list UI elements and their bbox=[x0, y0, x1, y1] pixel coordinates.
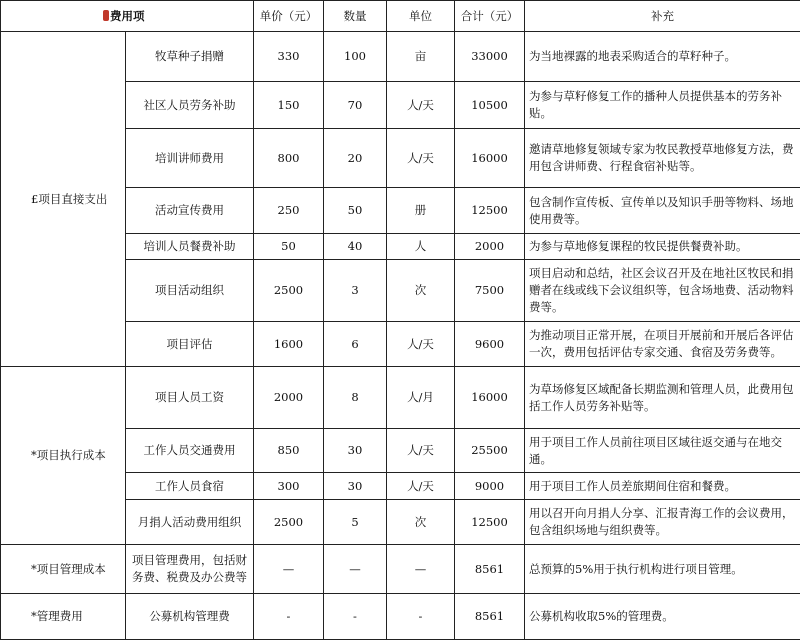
item-name: 项目管理费用，包括财务费、税费及办公费等 bbox=[126, 545, 254, 594]
row-note: 公募机构收取5%的管理费。 bbox=[525, 594, 800, 640]
unit: 册 bbox=[387, 188, 455, 234]
item-name: 工作人员食宿 bbox=[126, 473, 254, 500]
unit: 人 bbox=[387, 234, 455, 260]
unit-price: 150 bbox=[254, 82, 324, 129]
quantity: 5 bbox=[324, 500, 387, 545]
row-total: 7500 bbox=[455, 260, 525, 322]
quantity: 100 bbox=[324, 32, 387, 82]
row-note: 总预算的5%用于执行机构进行项目管理。 bbox=[525, 545, 800, 594]
unit-price: — bbox=[254, 545, 324, 594]
header-unit: 单位 bbox=[387, 1, 455, 32]
row-note: 为推动项目正常开展，在项目开展前和开展后各评估一次，费用包括评估专家交通、食宿及劳务费等。 bbox=[525, 322, 800, 367]
group-label: *项目执行成本 bbox=[1, 367, 126, 545]
row-total: 8561 bbox=[455, 594, 525, 640]
row-note: 邀请草地修复领域专家为牧民教授草地修复方法，费用包含讲师费、行程食宿补贴等。 bbox=[525, 129, 800, 188]
unit-price: 300 bbox=[254, 473, 324, 500]
header-price: 单价（元） bbox=[254, 1, 324, 32]
unit-price: 250 bbox=[254, 188, 324, 234]
row-note: 为参与草地修复课程的牧民提供餐费补助。 bbox=[525, 234, 800, 260]
unit-price: 2000 bbox=[254, 367, 324, 429]
unit: — bbox=[387, 545, 455, 594]
row-total: 25500 bbox=[455, 429, 525, 473]
table-row bbox=[1, 367, 800, 429]
quantity: 30 bbox=[324, 429, 387, 473]
unit-price: 2500 bbox=[254, 500, 324, 545]
quantity: 20 bbox=[324, 129, 387, 188]
row-total: 12500 bbox=[455, 500, 525, 545]
unit-price: 50 bbox=[254, 234, 324, 260]
row-note: 为当地裸露的地表采购适合的草籽种子。 bbox=[525, 32, 800, 82]
quantity: 6 bbox=[324, 322, 387, 367]
row-total: 33000 bbox=[455, 32, 525, 82]
quantity: 70 bbox=[324, 82, 387, 129]
unit: 人/天 bbox=[387, 322, 455, 367]
unit: 人/天 bbox=[387, 82, 455, 129]
row-total: 12500 bbox=[455, 188, 525, 234]
unit-price: 800 bbox=[254, 129, 324, 188]
row-note: 用于项目工作人员差旅期间住宿和餐费。 bbox=[525, 473, 800, 500]
group-label: *管理费用 bbox=[1, 594, 126, 640]
row-total: 10500 bbox=[455, 82, 525, 129]
item-name: 公募机构管理费 bbox=[126, 594, 254, 640]
item-name: 项目评估 bbox=[126, 322, 254, 367]
header-item: 费用项 bbox=[1, 1, 254, 32]
quantity: 8 bbox=[324, 367, 387, 429]
row-total: 8561 bbox=[455, 545, 525, 594]
unit-price: 2500 bbox=[254, 260, 324, 322]
row-note: 为参与草籽修复工作的播种人员提供基本的劳务补贴。 bbox=[525, 82, 800, 129]
item-name: 工作人员交通费用 bbox=[126, 429, 254, 473]
row-note: 用于项目工作人员前往项目区域往返交通与在地交通。 bbox=[525, 429, 800, 473]
unit: 人/天 bbox=[387, 429, 455, 473]
item-name: 项目人员工资 bbox=[126, 367, 254, 429]
row-note: 为草场修复区域配备长期监测和管理人员，此费用包括工作人员劳务补贴等。 bbox=[525, 367, 800, 429]
group-label: *项目管理成本 bbox=[1, 545, 126, 594]
quantity: 50 bbox=[324, 188, 387, 234]
item-name: 社区人员劳务补助 bbox=[126, 82, 254, 129]
row-total: 16000 bbox=[455, 367, 525, 429]
table-row bbox=[1, 32, 800, 82]
quantity: 3 bbox=[324, 260, 387, 322]
row-total: 9000 bbox=[455, 473, 525, 500]
item-name: 培训人员餐费补助 bbox=[126, 234, 254, 260]
row-total: 2000 bbox=[455, 234, 525, 260]
table-row bbox=[1, 594, 800, 640]
quantity: 30 bbox=[324, 473, 387, 500]
row-total: 9600 bbox=[455, 322, 525, 367]
row-note: 项目启动和总结，社区会议召开及在地社区牧民和捐赠者在线或线下会议组织等，包含场地费、活动物料费等。 bbox=[525, 260, 800, 322]
item-name: 培训讲师费用 bbox=[126, 129, 254, 188]
item-name: 项目活动组织 bbox=[126, 260, 254, 322]
unit: 次 bbox=[387, 500, 455, 545]
item-name: 活动宣传费用 bbox=[126, 188, 254, 234]
unit-price: - bbox=[254, 594, 324, 640]
unit: 次 bbox=[387, 260, 455, 322]
unit: 人/天 bbox=[387, 473, 455, 500]
header-total: 合计（元） bbox=[455, 1, 525, 32]
quantity: - bbox=[324, 594, 387, 640]
quantity: 40 bbox=[324, 234, 387, 260]
row-note: 用以召开向月捐人分享、汇报青海工作的会议费用，包含组织场地与组织费等。 bbox=[525, 500, 800, 545]
unit: 人/月 bbox=[387, 367, 455, 429]
unit-price: 330 bbox=[254, 32, 324, 82]
unit: 人/天 bbox=[387, 129, 455, 188]
quantity: — bbox=[324, 545, 387, 594]
row-total: 16000 bbox=[455, 129, 525, 188]
unit: - bbox=[387, 594, 455, 640]
tag-icon bbox=[103, 10, 109, 21]
unit-price: 850 bbox=[254, 429, 324, 473]
header-note: 补充 bbox=[525, 1, 800, 32]
table-row bbox=[1, 545, 800, 594]
unit: 亩 bbox=[387, 32, 455, 82]
item-name: 牧草种子捐赠 bbox=[126, 32, 254, 82]
header-qty: 数量 bbox=[324, 1, 387, 32]
group-label: £项目直接支出 bbox=[1, 32, 126, 367]
row-note: 包含制作宣传板、宣传单以及知识手册等物料、场地使用费等。 bbox=[525, 188, 800, 234]
header-row bbox=[1, 1, 800, 32]
item-name: 月捐人活动费用组织 bbox=[126, 500, 254, 545]
unit-price: 1600 bbox=[254, 322, 324, 367]
